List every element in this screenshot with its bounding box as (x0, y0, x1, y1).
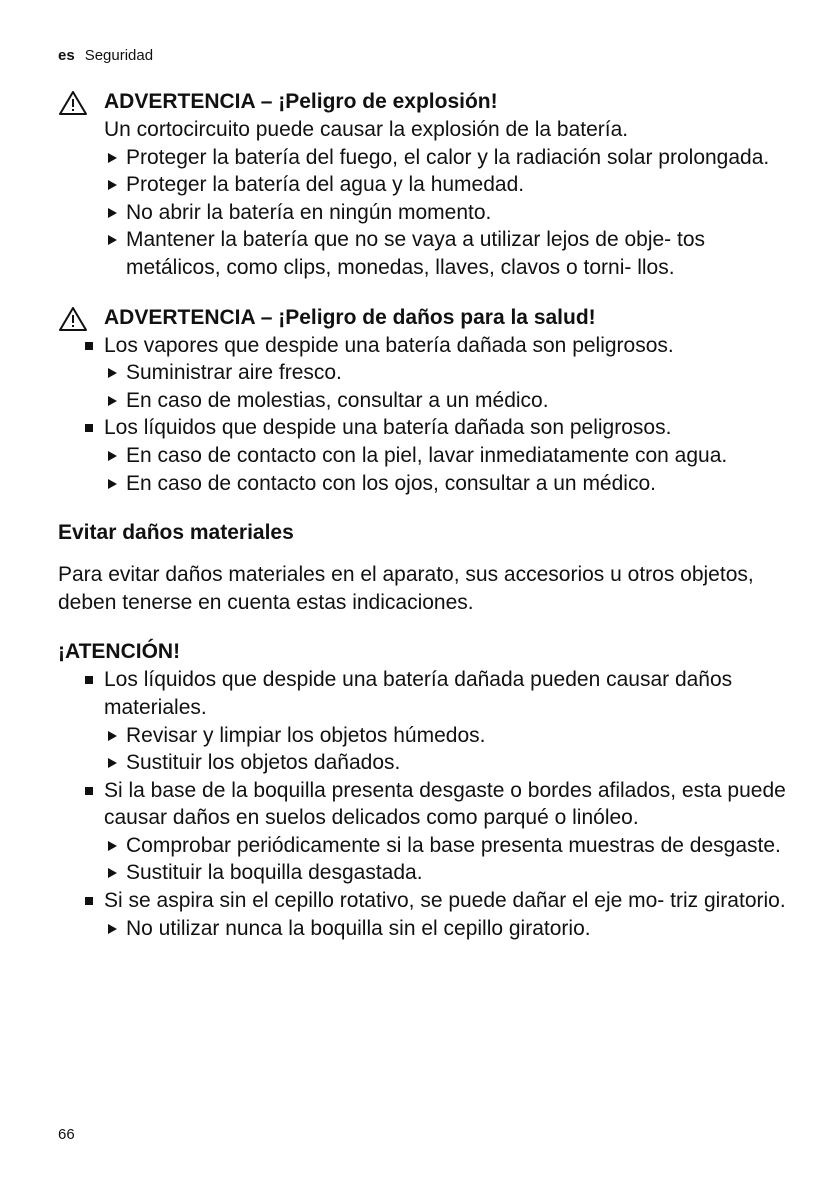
triangle-bullet-icon (108, 731, 117, 741)
list-item: Revisar y limpiar los objetos húmedos. (58, 722, 798, 750)
list-item: Mantener la batería que no se vaya a utilizar lejos de obje- tos metálicos, como clips, monedas, llaves, clavos o torni- llos. (58, 226, 798, 281)
list-item: No abrir la batería en ningún momento. (58, 199, 798, 227)
list-item: Comprobar periódicamente si la base presenta muestras de desgaste. (58, 832, 798, 860)
triangle-bullet-icon (108, 924, 117, 934)
section-intro: Para evitar daños materiales en el aparato, sus accesorios u otros objetos, deben tenerse en cuenta estas indicaciones. (58, 563, 754, 614)
page-header (58, 47, 153, 65)
triangle-bullet-icon (108, 368, 117, 378)
page-number: 66 (58, 1126, 75, 1143)
triangle-bullet-icon (108, 235, 117, 245)
square-bullet-icon (85, 424, 93, 432)
warning-triangle-icon (58, 90, 88, 116)
page-content (58, 88, 798, 942)
triangle-bullet-icon (108, 451, 117, 461)
warning-triangle-icon (58, 306, 88, 332)
section-title: Evitar daños materiales (58, 521, 294, 545)
triangle-bullet-icon (108, 153, 117, 163)
list-item: Proteger la batería del fuego, el calor y la radiación solar prolongada. (58, 144, 798, 172)
language-code: es (58, 47, 75, 64)
triangle-bullet-icon (108, 841, 117, 851)
list-item: Los líquidos que despide una batería dañada pueden causar daños materiales. (58, 666, 798, 721)
triangle-bullet-icon (108, 396, 117, 406)
list-item: Los vapores que despide una batería dañada son peligrosos. (58, 332, 798, 360)
list-item: En caso de molestias, consultar a un médico. (58, 387, 798, 415)
section-name: Seguridad (84, 47, 154, 64)
warning-health (58, 304, 798, 498)
triangle-bullet-icon (108, 180, 117, 190)
square-bullet-icon (85, 676, 93, 684)
list-item: Sustituir la boquilla desgastada. (58, 859, 798, 887)
triangle-bullet-icon (108, 868, 117, 878)
warning-intro: Un cortocircuito puede causar la explosión de la batería. (104, 118, 629, 141)
list-item: Suministrar aire fresco. (58, 359, 798, 387)
list-item: No utilizar nunca la boquilla sin el cepillo giratorio. (58, 915, 798, 943)
list-item: Los líquidos que despide una batería dañada son peligrosos. (58, 414, 798, 442)
triangle-bullet-icon (108, 208, 117, 218)
list-item: En caso de contacto con los ojos, consultar a un médico. (58, 470, 798, 498)
warning-title: ADVERTENCIA – ¡Peligro de daños para la salud! (58, 304, 798, 332)
list-item: Si la base de la boquilla presenta desgaste o bordes afilados, esta puede causar daños en suelos delicados como parqué o linóleo. (58, 777, 798, 832)
square-bullet-icon (85, 897, 93, 905)
list-item: Si se aspira sin el cepillo rotativo, se puede dañar el eje mo- triz giratorio. (58, 887, 798, 915)
warning-title: ADVERTENCIA – ¡Peligro de explosión! (58, 88, 798, 116)
square-bullet-icon (85, 787, 93, 795)
warning-explosion (58, 88, 798, 282)
attention-title: ¡ATENCIÓN! (58, 640, 181, 664)
list-item: Proteger la batería del agua y la humedad. (58, 171, 798, 199)
triangle-bullet-icon (108, 758, 117, 768)
triangle-bullet-icon (108, 479, 117, 489)
square-bullet-icon (85, 342, 93, 350)
list-item: En caso de contacto con la piel, lavar inmediatamente con agua. (58, 442, 798, 470)
list-item: Sustituir los objetos dañados. (58, 749, 798, 777)
